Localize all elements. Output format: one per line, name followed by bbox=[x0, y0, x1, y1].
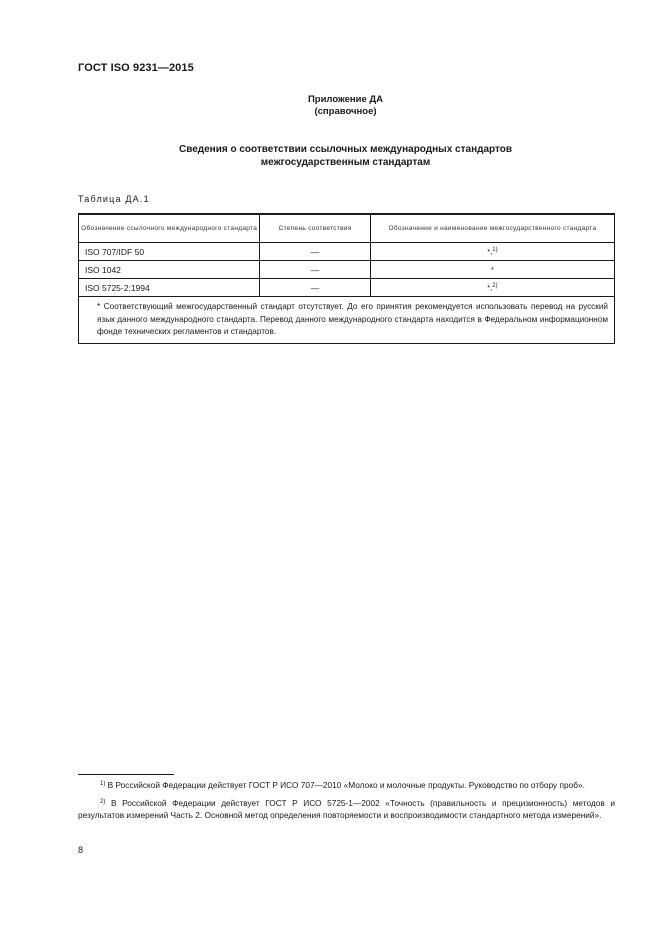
standard-cell: ISO 1042 bbox=[79, 261, 260, 279]
footnote-divider bbox=[78, 774, 174, 775]
footnote-ref: 2) bbox=[492, 283, 498, 289]
footnote-2 bbox=[78, 796, 615, 822]
page-number: 8 bbox=[78, 845, 84, 855]
interstate-standard-cell bbox=[370, 261, 614, 279]
appendix-title: Приложение ДА bbox=[307, 94, 384, 105]
reference-standards-table bbox=[78, 213, 615, 344]
footnote-ref: 1) bbox=[492, 247, 498, 253]
footnote-text: В Российской Федерации действует ГОСТ Р ИСО 5725-1—2002 «Точность (правильность и прецизионность) методов и результатов измерений Часть 2. Основной метод определения повторяемости и воспроизводимости стандартного метода измерений». bbox=[78, 797, 615, 820]
footnote-mark: 2) bbox=[100, 798, 106, 805]
section-title-line-1: Сведения о соответствии ссылочных международных стандартов bbox=[178, 144, 513, 155]
table-caption: Таблица ДА.1 bbox=[78, 194, 150, 204]
interstate-standard-cell bbox=[370, 243, 614, 261]
standard-cell: ISO 707/IDF 50 bbox=[79, 243, 260, 261]
standard-cell: ISO 5725-2:1994 bbox=[79, 279, 260, 297]
footnote-mark: 1) bbox=[100, 781, 106, 787]
section-title-line-2: межгосударственным стандартам bbox=[260, 157, 431, 168]
table-row bbox=[79, 279, 615, 297]
table-note bbox=[79, 297, 615, 344]
table-note-text: * Соответствующий межгосударственный стандарт отсутствует. До его принятия рекомендуется использовать перевод на русский язык данного международного стандарта. Перевод данного международного стандарта находится в Федеральном информационном фонде технических регламентов и стандартов. bbox=[97, 302, 608, 336]
column-header-interstate-standard: Обозначение и наименование межгосударственного стандарта bbox=[370, 214, 614, 243]
interstate-standard-mark: *, bbox=[487, 247, 493, 256]
interstate-standard-mark: *, bbox=[487, 283, 493, 292]
degree-cell: — bbox=[260, 279, 371, 297]
degree-cell: — bbox=[260, 243, 371, 261]
interstate-standard-cell bbox=[370, 279, 614, 297]
appendix-note: (справочное) bbox=[314, 106, 377, 117]
table-note-row bbox=[79, 297, 615, 344]
table-row bbox=[79, 261, 615, 279]
footnotes bbox=[78, 778, 615, 826]
degree-cell: — bbox=[260, 261, 371, 279]
table-header-row bbox=[79, 214, 615, 243]
table-row bbox=[79, 243, 615, 261]
document-header: ГОСТ ISO 9231—2015 bbox=[78, 62, 194, 74]
footnote-1 bbox=[78, 778, 615, 792]
appendix-heading bbox=[0, 94, 661, 118]
section-title bbox=[0, 143, 661, 169]
interstate-standard-mark: * bbox=[491, 265, 494, 274]
footnote-text: В Российской Федерации действует ГОСТ Р ИСО 707—2010 «Молоко и молочные продукты. Руководство по отбору проб». bbox=[105, 780, 585, 790]
column-header-standard: Обозначение ссылочного международного стандарта bbox=[79, 214, 260, 243]
column-header-degree: Степень соответствия bbox=[260, 214, 371, 243]
